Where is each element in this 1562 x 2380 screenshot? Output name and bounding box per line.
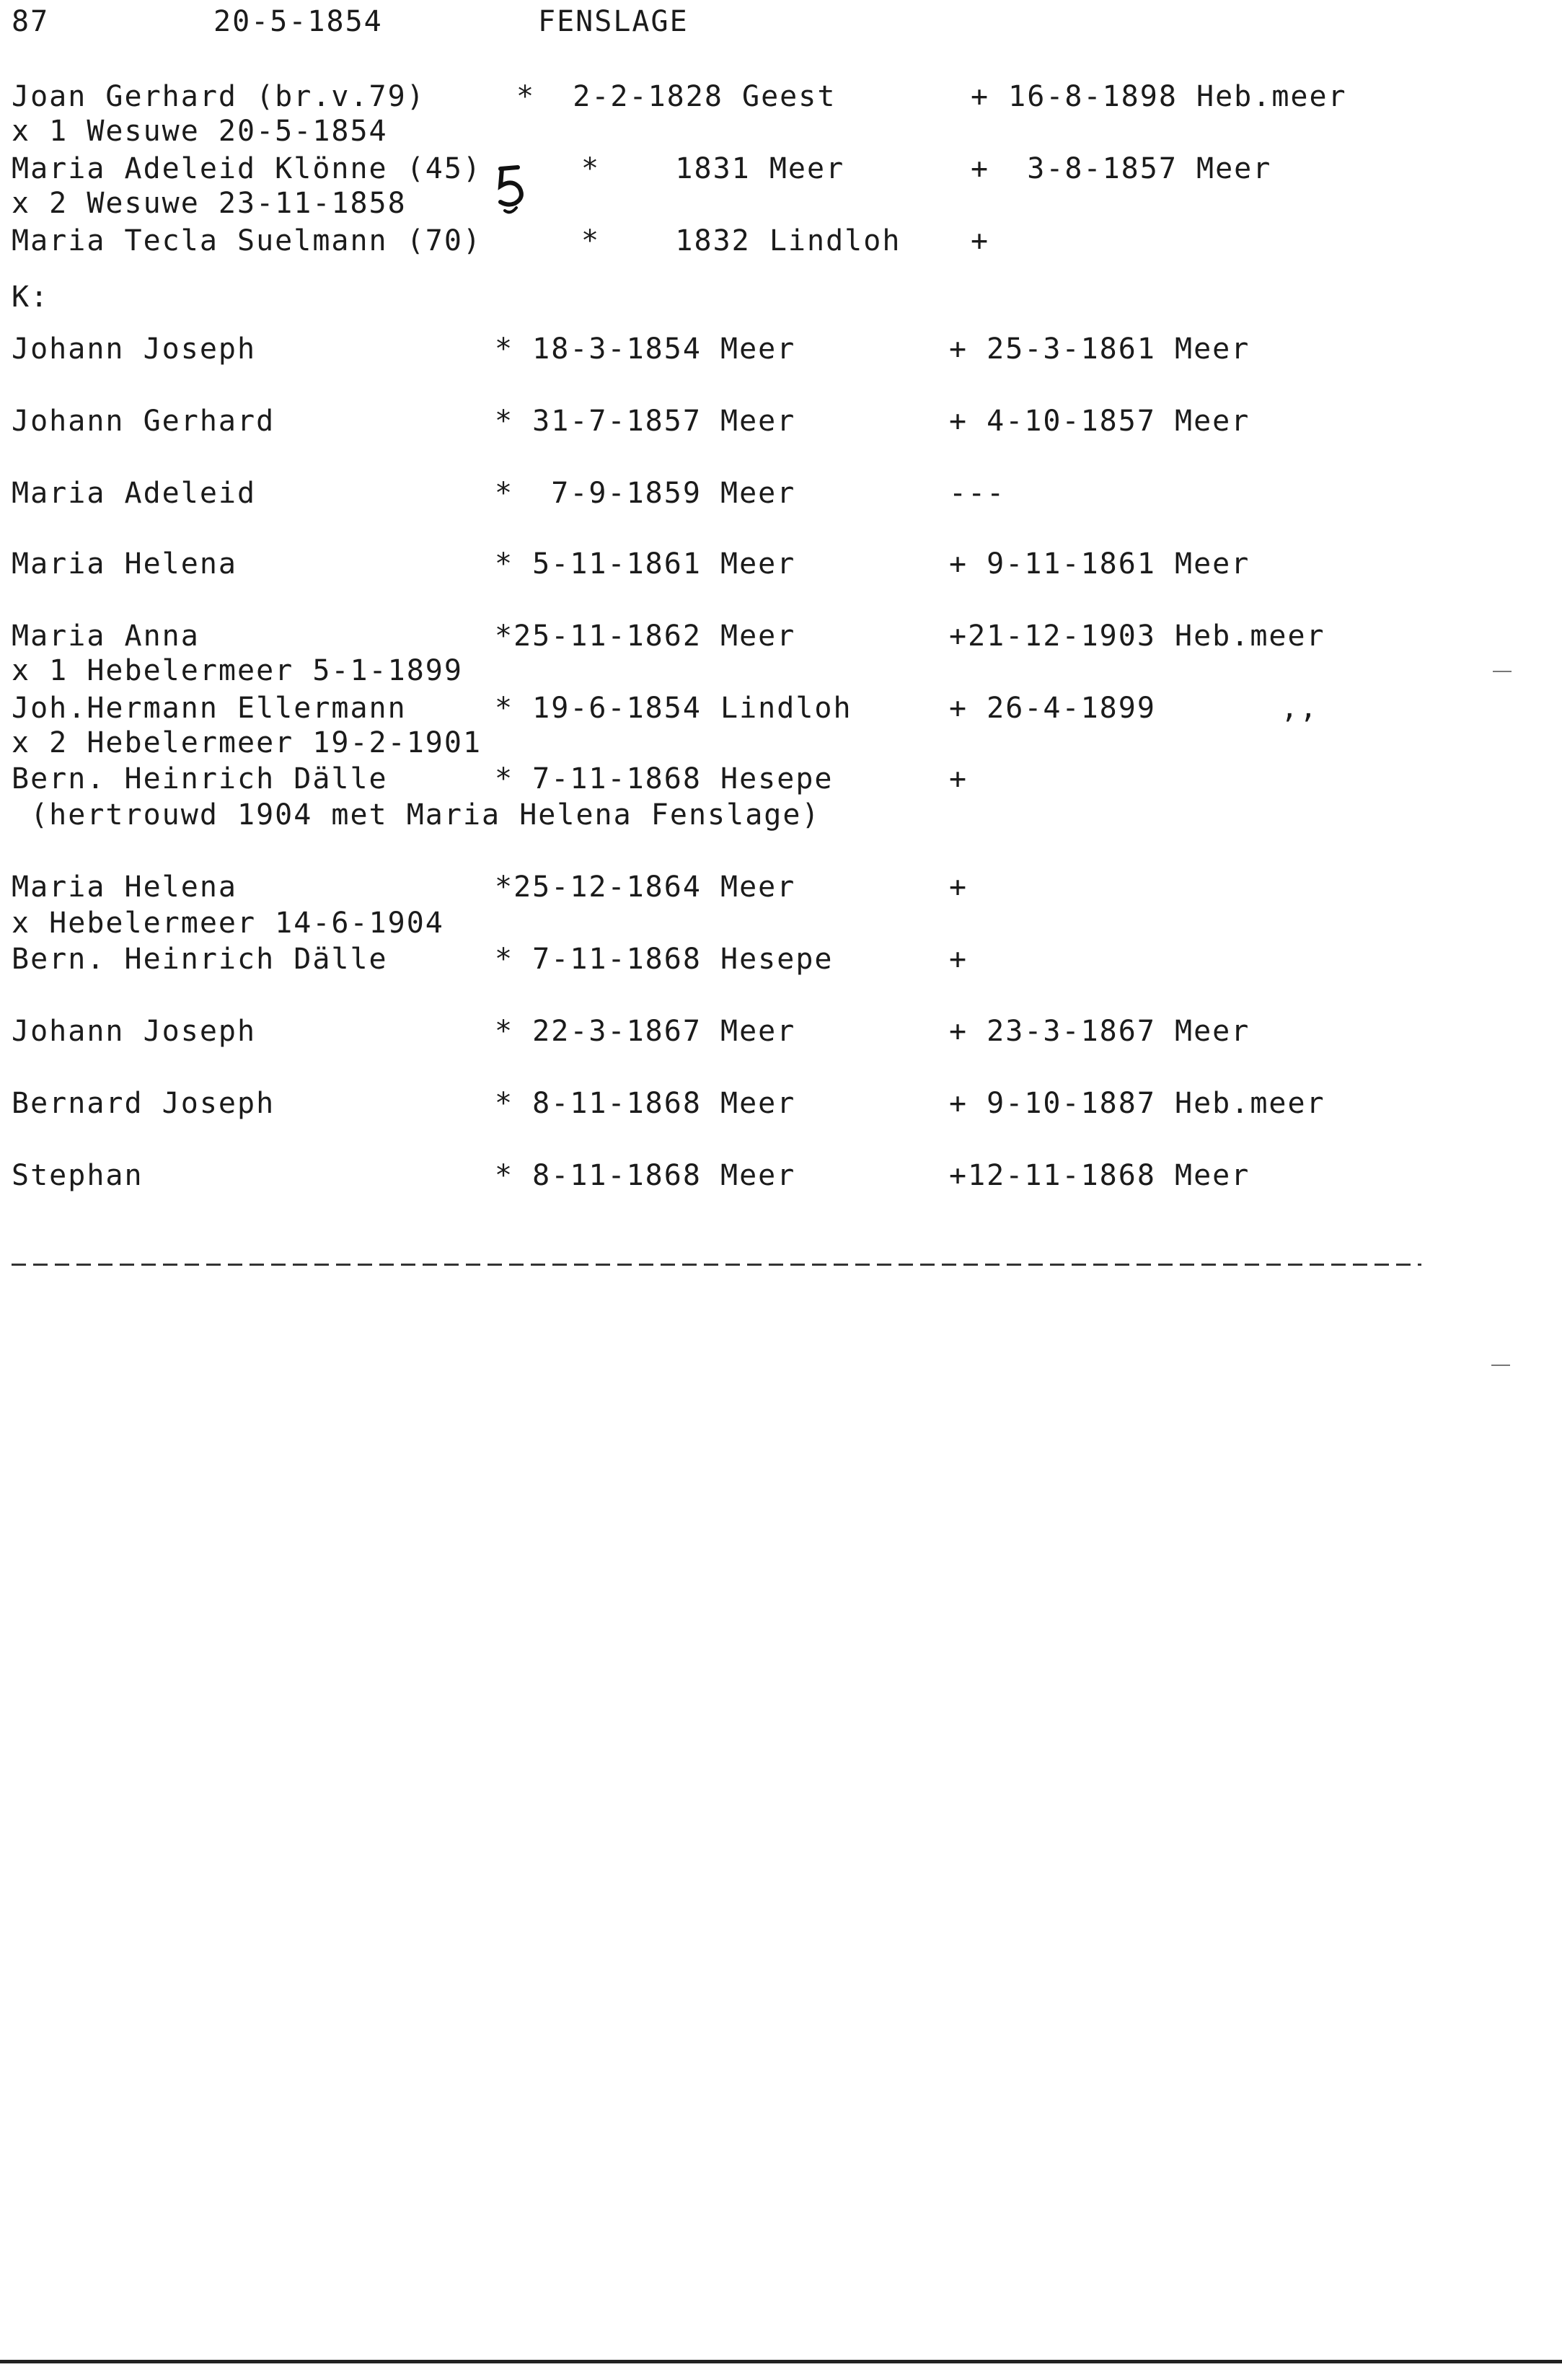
child-birth: * 8-11-1868 Meer (495, 1159, 796, 1192)
anna-marriage-1: x 1 Hebelermeer 5-1-1899 (12, 654, 463, 687)
child-name: Bernard Joseph (12, 1087, 275, 1120)
helena-marriage-line (12, 904, 444, 942)
child-row (12, 402, 1250, 440)
anna-spouse-1-place: ,, (1281, 692, 1319, 725)
wife-2-name: Maria Tecla Suelmann (70) (12, 224, 482, 257)
child-birth: *25-11-1862 Meer (495, 620, 796, 653)
anna-spouse-1-name: Joh.Hermann Ellermann (12, 692, 407, 725)
child-death: --- (949, 477, 1006, 510)
child-birth: * 18-3-1854 Meer (495, 332, 796, 366)
anna-spouse-1-death: + 26-4-1899 (949, 692, 1156, 725)
anna-spouse-2-birth: * 7-11-1868 Hesepe (495, 762, 834, 795)
child-row (12, 330, 1250, 368)
child-row (12, 545, 1250, 583)
wife-1-line (12, 150, 1272, 188)
child-name: Johann Joseph (12, 332, 257, 366)
child-name: Stephan (12, 1159, 144, 1192)
anna-marriage-2: x 2 Hebelermeer 19-2-1901 (12, 726, 482, 759)
family-surname: FENSLAGE (538, 5, 689, 38)
child-row (12, 1013, 1250, 1050)
anna-spouse-1-birth: * 19-6-1854 Lindloh (495, 692, 852, 725)
child-birth: * 5-11-1861 Meer (495, 547, 796, 581)
child-row (12, 617, 1325, 655)
wife-1-death: + 3-8-1857 Meer (971, 152, 1272, 185)
family-number: 87 (12, 5, 50, 38)
anna-spouse-2-line (12, 760, 968, 798)
scan-speck (1491, 1365, 1510, 1366)
anna-spouse-2-name: Bern. Heinrich Dälle (12, 762, 388, 795)
anna-marriage-2-line (12, 724, 482, 762)
wife-2-death: + (971, 224, 990, 257)
child-row (12, 1085, 1325, 1122)
marriage-1-line (12, 113, 388, 150)
child-row (12, 475, 1006, 512)
child-name: Maria Adeleid (12, 477, 257, 510)
father-line (12, 78, 1347, 115)
wife-2-line (12, 222, 990, 260)
wife-2-birth: * 1832 Lindloh (581, 224, 901, 257)
marriage-2-line (12, 185, 407, 222)
child-death: + 9-10-1887 Heb.meer (949, 1087, 1325, 1120)
father-name: Joan Gerhard (br.v.79) (12, 80, 425, 113)
child-name: Johann Gerhard (12, 405, 275, 438)
handwritten-correction-mark (490, 160, 531, 218)
scan-speck (1493, 671, 1512, 672)
child-death: + 23-3-1867 Meer (949, 1015, 1250, 1048)
child-row (12, 1157, 1250, 1194)
child-birth: * 8-11-1868 Meer (495, 1087, 796, 1120)
anna-spouse-1-line (12, 689, 1319, 727)
child-name: Johann Joseph (12, 1015, 257, 1048)
father-death: + 16-8-1898 Heb.meer (971, 80, 1347, 113)
child-death: +12-11-1868 Meer (949, 1159, 1250, 1192)
child-name: Maria Helena (12, 871, 237, 904)
page-bottom-border (0, 2360, 1562, 2363)
helena-spouse-name: Bern. Heinrich Dälle (12, 943, 388, 976)
child-birth: * 31-7-1857 Meer (495, 405, 796, 438)
anna-remarriage-note: (hertrouwd 1904 met Maria Helena Fenslage) (12, 798, 821, 832)
child-row (12, 868, 968, 906)
child-birth: *25-12-1864 Meer (495, 871, 796, 904)
wife-1-birth: * 1831 Meer (581, 152, 845, 185)
father-birth: * 2-2-1828 Geest (516, 80, 837, 113)
wife-1-name: Maria Adeleid Klönne (45) (12, 152, 482, 185)
anna-marriage-1-line (12, 652, 463, 689)
children-label: K: (12, 281, 50, 314)
anna-note-line (12, 796, 821, 834)
child-death: + 4-10-1857 Meer (949, 405, 1250, 438)
helena-spouse-line (12, 940, 968, 978)
child-death: + (949, 871, 968, 904)
child-death: +21-12-1903 Heb.meer (949, 620, 1325, 653)
header-line (12, 3, 689, 40)
dashed-separator (12, 1264, 1421, 1266)
child-birth: * 7-9-1859 Meer (495, 477, 796, 510)
marriage-2: x 2 Wesuwe 23-11-1858 (12, 187, 407, 220)
child-death: + 25-3-1861 Meer (949, 332, 1250, 366)
marriage-date: 20-5-1854 (213, 5, 383, 38)
children-label-line (12, 278, 87, 316)
child-birth: * 22-3-1867 Meer (495, 1015, 796, 1048)
helena-spouse-death: + (949, 943, 968, 976)
helena-marriage: x Hebelermeer 14-6-1904 (12, 907, 444, 940)
child-death: + 9-11-1861 Meer (949, 547, 1250, 581)
helena-spouse-birth: * 7-11-1868 Hesepe (495, 943, 834, 976)
marriage-1: x 1 Wesuwe 20-5-1854 (12, 115, 388, 148)
child-name: Maria Anna (12, 620, 200, 653)
child-name: Maria Helena (12, 547, 237, 581)
anna-spouse-2-death: + (949, 762, 968, 795)
